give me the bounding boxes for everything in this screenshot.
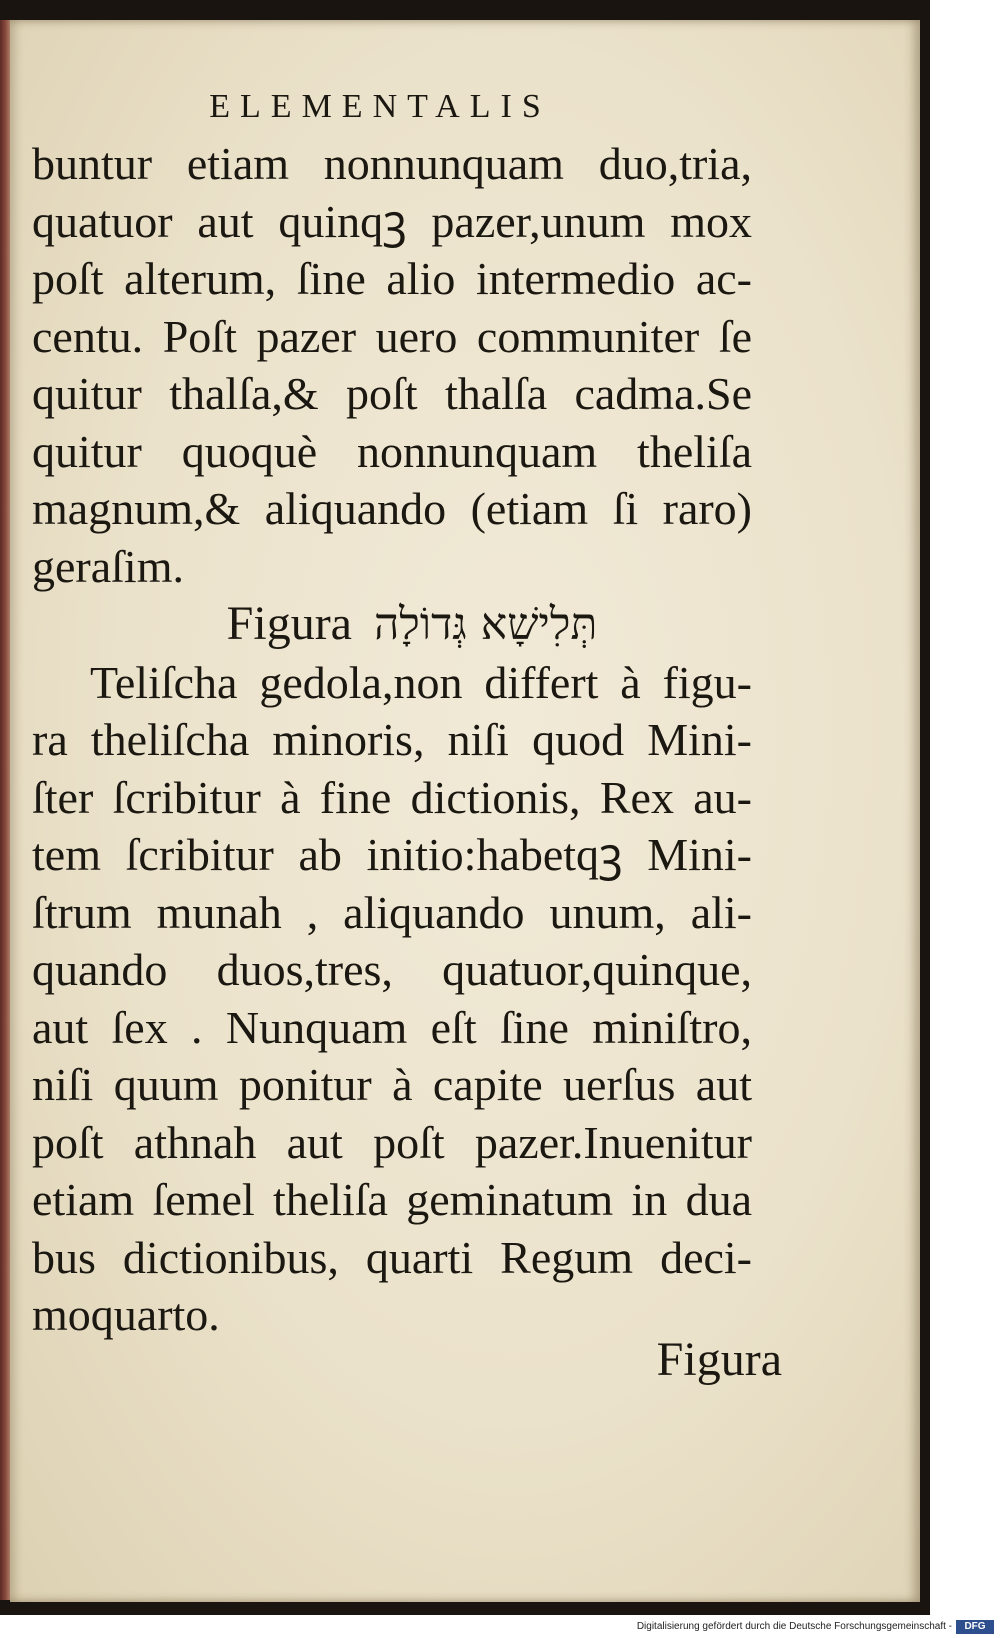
section-heading xyxy=(32,595,752,654)
text-line: ſter ſcribitur à fine dictionis, Rex au‑ xyxy=(32,771,752,823)
text-line: centu. Poſt pazer uero communiter ſe xyxy=(32,310,752,362)
text-line: poſt alterum, ſine alio intermedio ac‑ xyxy=(32,253,752,304)
text-line: quitur quoquè nonnunquam theliſa xyxy=(32,425,752,477)
text-block xyxy=(32,135,752,1344)
text-line: bus dictionibus, quarti Regum deci‑ xyxy=(32,1231,752,1283)
text-line: tem ſcribitur ab initio:habetqꝫ Mini‑ xyxy=(32,829,752,880)
text-line: poſt athnah aut poſt pazer.Inuenitur xyxy=(32,1116,752,1168)
text-line: ra theliſcha minoris, niſi quod Mini‑ xyxy=(32,714,752,765)
heading-latin: Figura xyxy=(226,597,352,650)
funding-credit: Digitalisierung gefördert durch die Deutsche Forschungsgemeinschaft - xyxy=(636,1621,952,1632)
text-line: aut ſex . Nunquam eſt ſine miniſtro, xyxy=(32,1001,752,1053)
text-line: ſtrum munah , aliquando unum, ali‑ xyxy=(32,886,752,938)
text-line: magnum,& aliquando (etiam ſi raro) xyxy=(32,483,752,534)
text-line: quando duos,tres, quatuor,quinque, xyxy=(32,944,752,995)
running-head: ELEMENTALIS xyxy=(209,88,551,125)
text-line: etiam ſemel theliſa geminatum in dua xyxy=(32,1174,752,1225)
text-line: niſi quum ponitur à capite uerſus aut xyxy=(32,1059,752,1110)
dfg-logo-icon: DFG xyxy=(956,1620,994,1634)
text-line: quitur thalſa,& poſt thalſa cadma.Se xyxy=(32,368,752,419)
text-line: geraſim. xyxy=(32,540,184,592)
catchword: Figura xyxy=(656,1333,782,1386)
text-line: moquarto. xyxy=(32,1289,220,1340)
text-line: quatuor aut quinqꝫ pazer,unum mox xyxy=(32,195,752,247)
text-line: Teliſcha gedola,non differt à figu‑ xyxy=(90,656,752,708)
text-line: buntur etiam nonnunquam duo,tria, xyxy=(32,138,752,189)
heading-hebrew: תְּלִישָׁא גְּדוֹלָה xyxy=(373,599,598,650)
